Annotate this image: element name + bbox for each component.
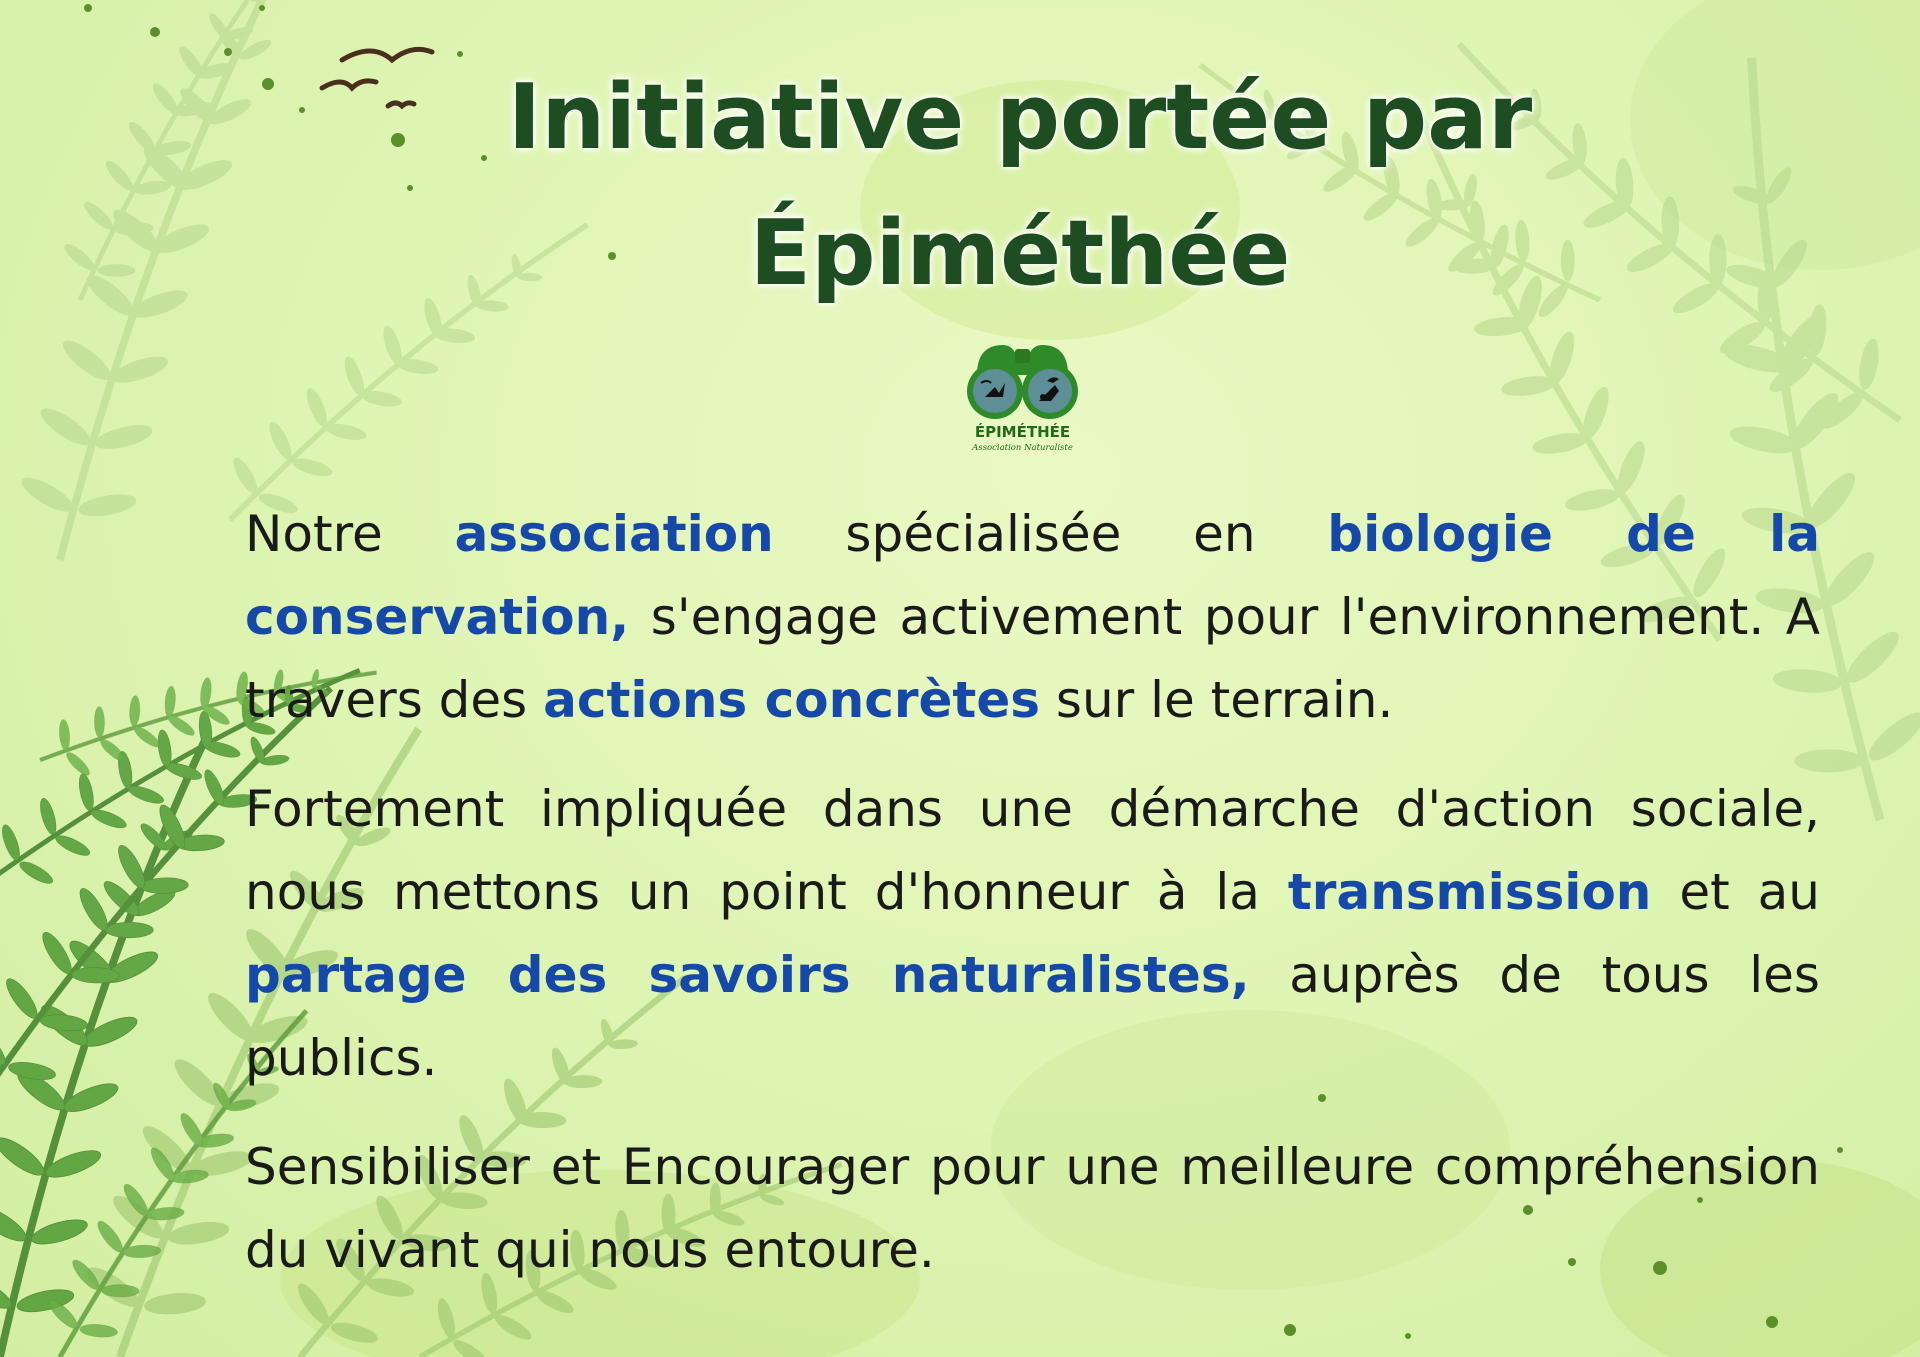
text-run: Sensibiliser et Encourager pour une meilleure compréhension du vivant qui nous entoure. <box>245 1138 1820 1279</box>
epimethee-logo <box>955 335 1090 455</box>
text-run: spécialisée en <box>773 505 1328 563</box>
logo-name: ÉPIMÉTHÉE <box>974 423 1071 441</box>
highlight-concrete-actions: actions concrètes <box>543 671 1041 729</box>
paragraph-mission <box>245 493 1820 742</box>
text-run: sur le terrain. <box>1040 671 1394 729</box>
page-title <box>360 50 1680 322</box>
highlight-conservation-biology: biologie de la conservation, <box>245 505 1820 646</box>
text-run: et au <box>1651 863 1820 921</box>
highlight-association: association <box>454 505 774 563</box>
paragraph-awareness <box>245 1126 1820 1292</box>
text-run: Notre <box>245 505 455 563</box>
text-run: s'engage activement pour l'environnement. A travers des <box>245 588 1820 729</box>
highlight-knowledge-sharing: partage des savoirs naturalistes, <box>245 946 1250 1004</box>
text-run: Fortement impliquée dans une démarche d'action sociale, nous mettons un point d'honneur à la <box>245 780 1820 921</box>
logo-tagline: Association Naturaliste <box>972 443 1073 453</box>
paragraph-social-action <box>245 768 1820 1100</box>
text-run: auprès de tous les publics. <box>245 946 1820 1087</box>
title-line-2: Épiméthée <box>749 201 1291 306</box>
body-text <box>245 493 1820 1318</box>
title-line-1: Initiative portée par <box>507 65 1533 170</box>
highlight-transmission: transmission <box>1287 863 1652 921</box>
